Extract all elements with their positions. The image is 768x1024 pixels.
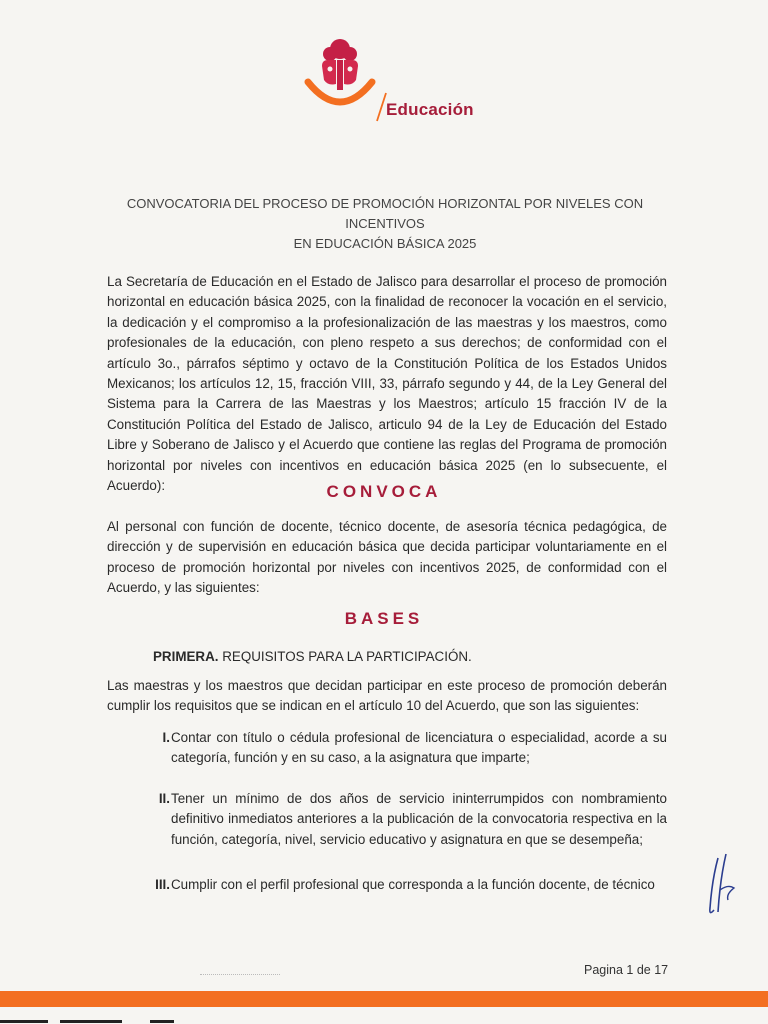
intro-paragraph: La Secretaría de Educación en el Estado de Jalisco para desarrollar el proceso de promoción horizontal en educación básica 2025, con la finalidad de reconocer la vocación en el servicio, la dedicación y el compromiso a la profesionalización de las maestras y los maestros, como profesionales de la educación, con pleno respeto a sus derechos; de conformidad con el artículo 3o., párrafos séptimo y octavo de la Constitución Política de los Estados Unidos Mexicanos; los artículos 12, 15, fracción VIII, 33, párrafo segundo y 44, de la Ley General del Sistema para la Carrera de las Maestras y los Maestros; artículo 15 fracción IV de la Constitución Política del Estado de Jalisco, articulo 94 de la Ley de Educación del Estado Libre y Soberano de Jalisco y el Acuerdo que contiene las reglas del Programa de promoción horizontal por niveles con incentivos en educación básica 2025 (en lo subsecuente, el Acuerdo): — [107, 274, 667, 494]
title-line-1: CONVOCATORIA DEL PROCESO DE PROMOCIÓN HORIZONTAL POR NIVELES CON INCENTIVOS — [126, 196, 644, 231]
footer-faint-mark — [200, 968, 280, 975]
footer-orange-band — [0, 991, 768, 1007]
list-item-text: Cumplir con el perfil profesional que corresponda a la función docente, de técnico — [171, 877, 655, 892]
primera-text: REQUISITOS PARA LA PARTICIPACIÓN. — [222, 649, 472, 664]
logo-text: Educación — [386, 100, 474, 119]
list-item-text: Tener un mínimo de dos años de servicio ininterrumpidos con nombramiento definitivo inmediatos anteriores a la publicación de la convocatoria respectiva en la función, categoría, nivel, servicio educativo y asignatura en que se desempeña; — [171, 791, 667, 847]
document-title — [100, 194, 670, 254]
convoca-paragraph: Al personal con función de docente, técnico docente, de asesoría técnica pedagógica, de dirección y de supervisión en educación básica que decida participar voluntariamente en el proceso de promoción horizontal por niveles con incentivos 2025, de conformidad con el Acuerdo, y las siguientes: — [107, 519, 667, 596]
convoca-heading: CONVOCA — [326, 482, 442, 501]
bases-heading: BASES — [344, 609, 424, 628]
title-line-2: EN EDUCACIÓN BÁSICA 2025 — [293, 236, 477, 251]
section-primera — [153, 647, 472, 667]
education-logo — [300, 36, 480, 119]
requirements-intro: Las maestras y los maestros que decidan participar en este proceso de promoción deberán cumplir los requisitos que se indican en el artículo 10 del Acuerdo, que son las siguientes: — [107, 678, 667, 714]
bottom-edge-strip — [0, 1018, 768, 1024]
list-item-text: Contar con título o cédula profesional de licenciatura o especialidad, acorde a su categoría, función y en su caso, a la asignatura que imparte; — [171, 730, 667, 766]
list-item-number: II. — [158, 791, 170, 806]
list-item-number: III. — [155, 877, 170, 892]
primera-label: PRIMERA. — [153, 649, 219, 664]
page-number: Pagina 1 de 17 — [584, 963, 669, 977]
jalisco-emblem-icon — [300, 36, 380, 116]
handwritten-initials — [698, 850, 748, 920]
list-item-number: I. — [162, 730, 170, 745]
